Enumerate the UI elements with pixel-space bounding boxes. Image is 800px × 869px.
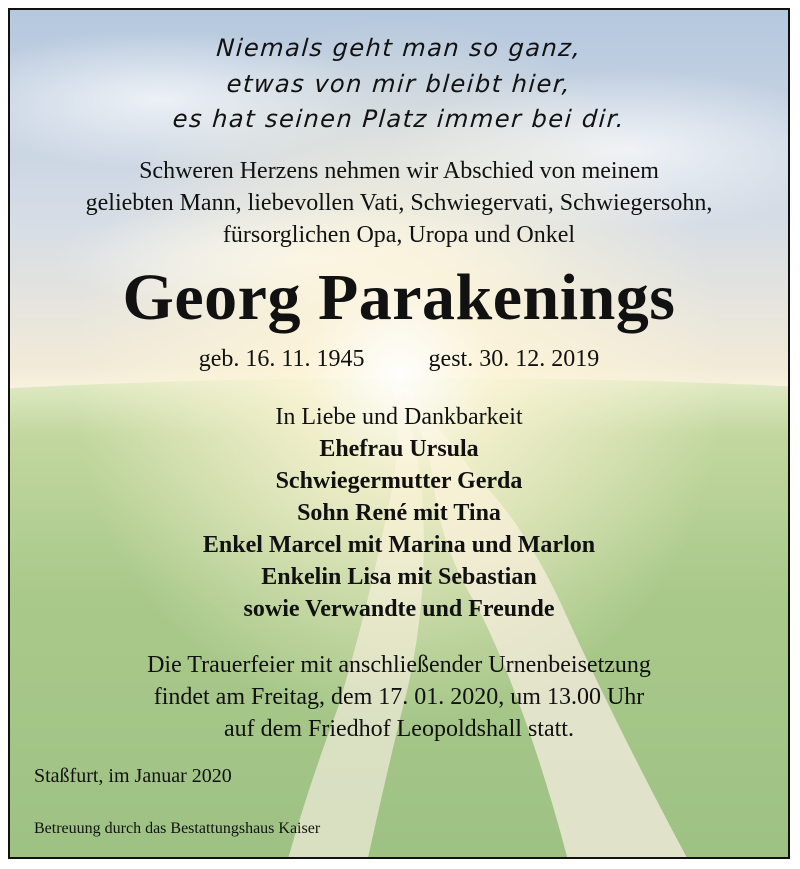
death-date: gest. 30. 12. 2019 bbox=[428, 346, 600, 372]
mourner-line: Enkel Marcel mit Marina und Marlon bbox=[202, 532, 596, 558]
place-date: Staßfurt, im Januar 2020 bbox=[34, 765, 232, 787]
mourner-line: sowie Verwandte und Freunde bbox=[243, 596, 555, 622]
deceased-name: Georg Parakenings bbox=[122, 261, 676, 334]
funeral-info-line-2: findet am Freitag, dem 17. 01. 2020, um 13.00 Uhr bbox=[153, 684, 645, 710]
quote-line-3: es hat seinen Platz immer bei dir. bbox=[171, 105, 627, 133]
quote-line-2: etwas von mir bleibt hier, bbox=[225, 70, 573, 98]
mourners-intro: In Liebe und Dankbarkeit bbox=[275, 404, 523, 430]
intro-line-3: fürsorglichen Opa, Uropa und Onkel bbox=[222, 222, 576, 248]
mourner-line: Enkelin Lisa mit Sebastian bbox=[261, 564, 537, 590]
intro-line-1: Schweren Herzens nehmen wir Abschied von meinem bbox=[139, 158, 659, 184]
obituary-notice bbox=[8, 8, 790, 859]
quote-line-1: Niemals geht man so ganz, bbox=[215, 34, 583, 62]
funeral-info-line-1: Die Trauerfeier mit anschließender Urnenbeisetzung bbox=[147, 652, 651, 678]
notice-content bbox=[10, 10, 788, 857]
intro-line-2: geliebten Mann, liebevollen Vati, Schwiegervati, Schwiegersohn, bbox=[85, 190, 713, 216]
mourner-line: Ehefrau Ursula bbox=[319, 436, 479, 462]
funeral-info-line-3: auf dem Friedhof Leopoldshall statt. bbox=[224, 716, 574, 742]
undertaker-credit: Betreuung durch das Bestattungshaus Kaiser bbox=[34, 820, 321, 837]
life-dates bbox=[10, 346, 788, 373]
mourner-line: Sohn René mit Tina bbox=[297, 500, 501, 526]
mourner-line: Schwiegermutter Gerda bbox=[275, 468, 523, 494]
birth-date: geb. 16. 11. 1945 bbox=[198, 346, 365, 372]
